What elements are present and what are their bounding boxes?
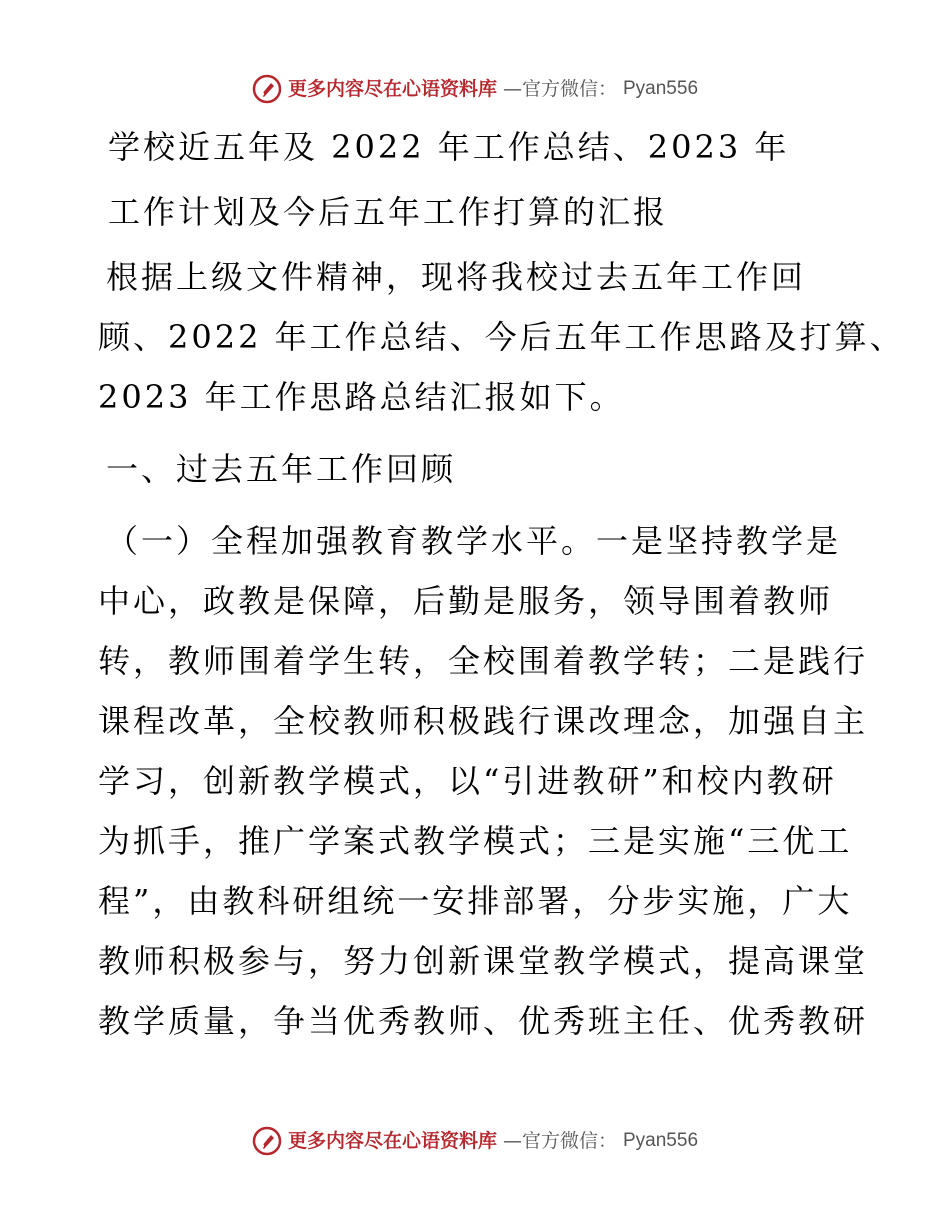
paragraph-line: 转，教师围着学生转，全校围着教学转；二是践行 [98, 642, 869, 680]
pen-nib-logo-icon [252, 1126, 282, 1156]
intro-line: 2023 年工作思路总结汇报如下。 [98, 378, 625, 416]
section-heading: 一、过去五年工作回顾 [106, 450, 457, 488]
intro-paragraph [98, 250, 905, 424]
section-paragraph [98, 514, 869, 1048]
paragraph-line: 中心，政教是保障，后勤是服务，领导围着教师 [98, 582, 834, 620]
header-watermark [0, 74, 950, 104]
watermark-sub-text: —官方微信： [502, 78, 617, 100]
footer-watermark [0, 1126, 950, 1156]
intro-line: 根据上级文件精神，现将我校过去五年工作回 [106, 258, 807, 296]
watermark-wechat-id: Pyan556 [623, 1130, 699, 1151]
watermark-sub-text: —官方微信： [502, 1130, 617, 1152]
watermark-wechat-id: Pyan556 [623, 78, 699, 99]
document-title-line-1: 学校近五年及 2022 年工作总结、2023 年 [108, 128, 790, 166]
document-title-line-2: 工作计划及今后五年工作打算的汇报 [108, 193, 669, 231]
pen-nib-logo-icon [252, 74, 282, 104]
document-body [98, 120, 905, 1054]
watermark-main-text: 更多内容尽在心语资料库 [287, 1130, 497, 1152]
paragraph-line: （一）全程加强教育教学水平。一是坚持教学是 [106, 522, 842, 560]
paragraph-line: 程”，由教科研组统一安排部署，分步实施，广大 [98, 882, 853, 920]
intro-line: 顾、2022 年工作总结、今后五年工作思路及打算、 [98, 318, 905, 356]
paragraph-line: 教学质量，争当优秀教师、优秀班主任、优秀教研 [98, 1002, 869, 1040]
paragraph-line: 学习，创新教学模式，以“引进教研”和校内教研 [98, 762, 837, 800]
paragraph-line: 教师积极参与，努力创新课堂教学模式，提高课堂 [98, 942, 869, 980]
watermark-main-text: 更多内容尽在心语资料库 [287, 78, 497, 100]
paragraph-line: 为抓手，推广学案式教学模式；三是实施“三优工 [98, 822, 853, 860]
paragraph-line: 课程改革，全校教师积极践行课改理念，加强自主 [98, 702, 869, 740]
